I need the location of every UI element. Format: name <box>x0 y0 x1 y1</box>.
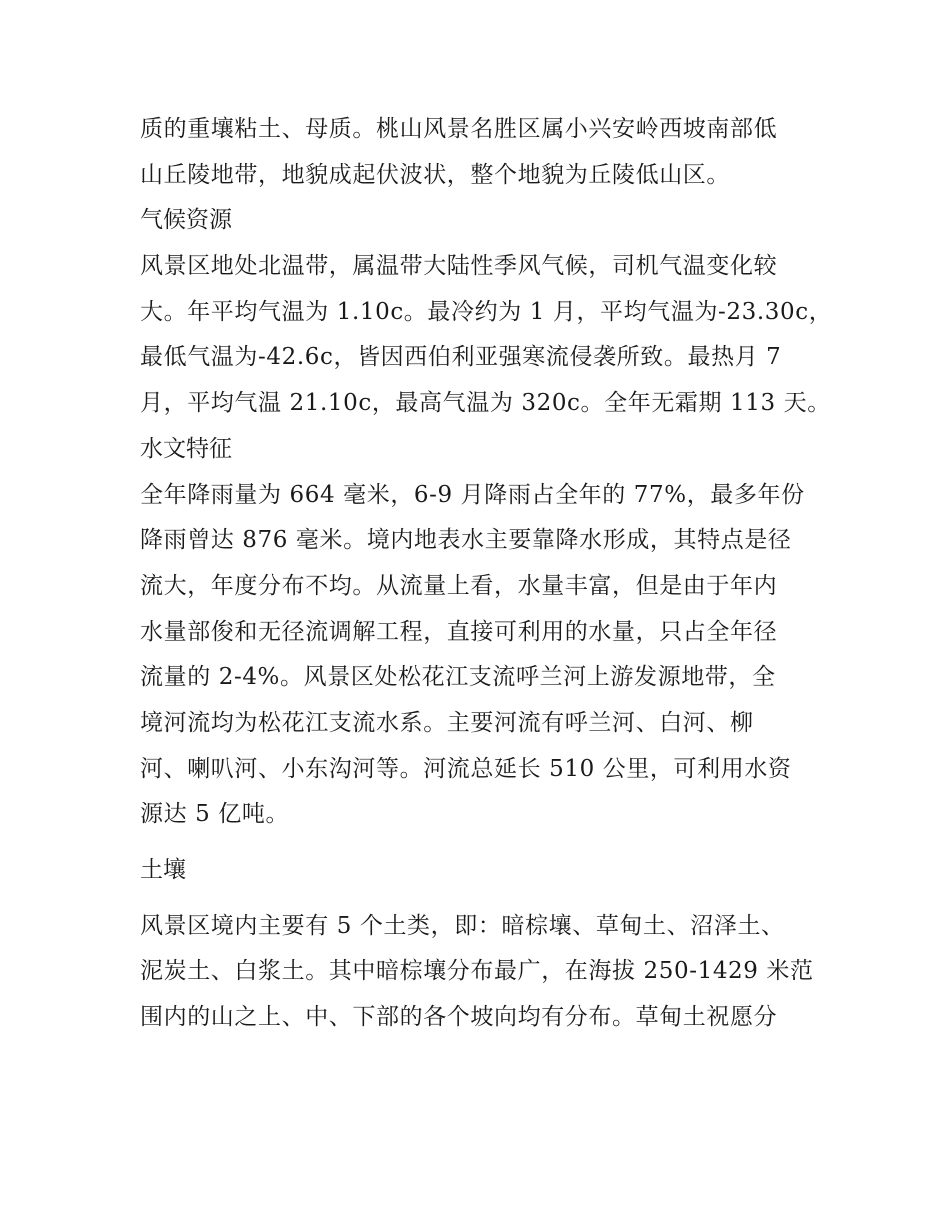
section-heading-hydrology: 水文特征 <box>140 435 232 462</box>
text-line: 山丘陵地带，地貌成起伏波状，整个地貌为丘陵低山区。 <box>140 161 730 188</box>
text-line: 泥炭土、白浆土。其中暗棕壤分布最广，在海拔 250-1429 米范 <box>140 958 814 985</box>
section-heading-soil: 土壤 <box>140 857 186 883</box>
text-line: 源达 5 亿吨。 <box>140 801 290 828</box>
text-line: 质的重壤粘土、母质。桃山风景名胜区属小兴安岭西坡南部低 <box>140 116 778 142</box>
text-line: 流大，年度分布不均。从流量上看，水量丰富，但是由于年内 <box>140 572 778 599</box>
text-line: 降雨曾达 876 毫米。境内地表水主要靠降水形成，其特点是径 <box>140 527 792 554</box>
text-line: 风景区地处北温带，属温带大陆性季风气候，司机气温变化较 <box>140 253 778 280</box>
text-line: 风景区境内主要有 5 个土类，即：暗棕壤、草甸土、沼泽土、 <box>140 912 785 939</box>
paragraph-soil <box>140 904 812 1041</box>
text-line: 流量的 2-4%。风景区处松花江支流呼兰河上游发源地带，全 <box>140 664 776 691</box>
text-line: 全年降雨量为 664 毫米，6-9 月降雨占全年的 77%，最多年份 <box>140 481 805 508</box>
section-gap <box>140 894 812 904</box>
text-line: 围内的山之上、中、下部的各个坡向均有分布。草甸土祝愿分 <box>140 1004 778 1031</box>
text-line: 河、喇叭河、小东沟河等。河流总延长 510 公里，可利用水资 <box>140 755 792 782</box>
text-line: 月，平均气温 21.10c，最高气温为 320c。全年无霜期 113 天。 <box>140 390 831 417</box>
text-line: 境河流均为松花江支流水系。主要河流有呼兰河、白河、柳 <box>140 709 754 736</box>
text-line: 水量部俊和无径流调解工程，直接可利用的水量，只占全年径 <box>140 618 778 645</box>
paragraph-geology <box>140 107 812 198</box>
text-line: 最低气温为-42.6c，皆因西伯利亚强寒流侵袭所致。最热月 7 <box>140 344 782 371</box>
paragraph-hydrology <box>140 473 812 839</box>
paragraph-climate <box>140 244 833 427</box>
section-heading-climate: 气候资源 <box>140 207 232 234</box>
text-line: 大。年平均气温为 1.10c。最冷约为 1 月，平均气温为-23.30c， <box>140 298 833 325</box>
section-gap <box>140 838 812 848</box>
document-page <box>140 107 833 1041</box>
